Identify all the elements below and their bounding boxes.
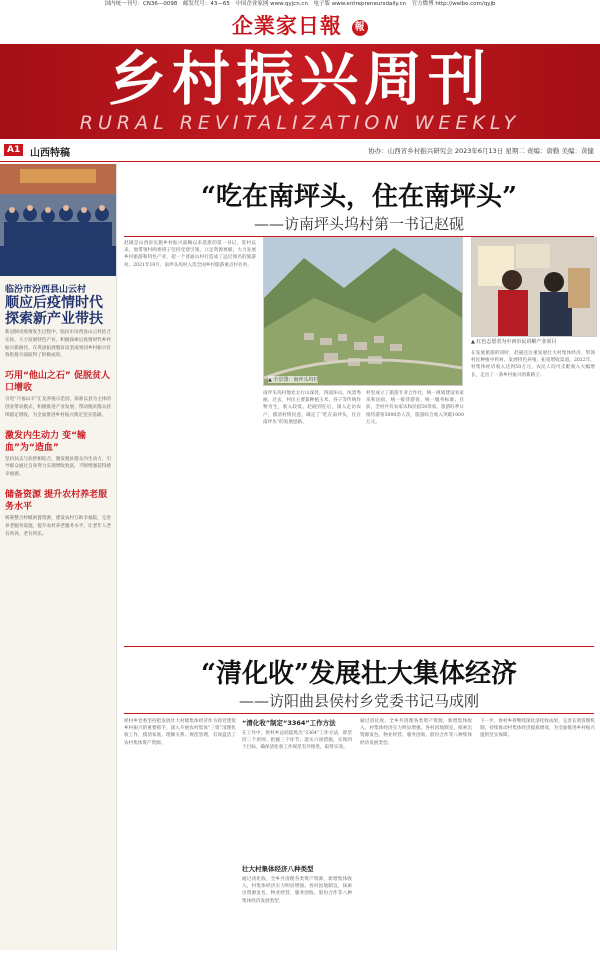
issue-date: 2023年6月13日 bbox=[454, 147, 504, 155]
co-organizer: 协办：山西省乡村振兴研究会 bbox=[368, 147, 453, 155]
newspaper-brand bbox=[0, 10, 600, 40]
article1-col2: 南坪头坞村地处太行山深处，四面环山，风景秀丽。过去，村民主要靠种植玉米、谷子等传统作物为生，收入较低。赵砚到任后，深入走访农户，摸清村情民意，确定了“吃在南坪头，住在南坪头”的发展思路。 bbox=[263, 391, 361, 425]
article2-col4: 下一步，侯村乡将继续深化清化收成果，完善长效管理机制，持续推动村集体经济提质增效，为全面推进乡村振兴提供坚实保障。 bbox=[480, 719, 595, 739]
article2-subheading-b: 壮大村集体经济八种类型 bbox=[242, 865, 314, 873]
left-column-photo bbox=[0, 164, 116, 276]
left-article-pretitle: 临汾市汾西县山云村 bbox=[5, 285, 87, 295]
designer-credit: 美编：黄健 bbox=[561, 147, 594, 155]
article2-divider bbox=[124, 713, 594, 714]
page-info-right bbox=[368, 146, 594, 155]
page-info-bar bbox=[0, 141, 600, 162]
article2-col2b: 通过清化收，全乡共清理各类资产资源，新增集体收入，村集体经济实力明显增强。各村因地制宜，探索出资源发包、物业经营、服务创收、股份合作等八种集体经济发展类型。 bbox=[242, 877, 352, 904]
left-subsection-3-text: 统筹整合村级闲置资源，建设农村互助幸福院，完善养老服务设施，提升农村养老服务水平，让老年人老有所养、老有所乐。 bbox=[5, 515, 111, 537]
page-number-tag: A1 bbox=[4, 144, 23, 156]
editor-credit: 责编：唐勤 bbox=[526, 147, 560, 155]
left-subheading-1: 巧用“他山之石” 促脱贫人口增收 bbox=[5, 371, 110, 394]
group-photo-illustration bbox=[0, 164, 116, 276]
article1-col3: 村里成立了旅游专业合作社，统一规划建设农家乐和民宿，统一接待游客，统一服务标准。目前，全村共有农家乐和民宿50余家，旅游旺季日接待游客3000余人次，旅游综合收入突破1000万元。 bbox=[366, 391, 464, 425]
article1-col1: 赵砚是山西省实施乡村振兴战略以来选派的第一书记，驻村以来，他带领村两委班子坚持党建引领，立足资源禀赋，大力发展乡村旅游和特色产业，把一个普通山村打造成了远近闻名的旅游村。2021年10月，南坪头坞村入选全国乡村旅游重点村名单。 bbox=[124, 241, 256, 268]
top-info-line: 国内统一刊号：CN36—0098 邮发代号：43—65 中国企业家网 www.qyjcn.cn 电子版 www.entrepreneursdaily.cn 官方微博 http://weibo.com/qyjb bbox=[104, 1, 496, 7]
article2-col1: 侯村乡党委坚持把发展壮大村级集体经济作为抓党建促乡村振兴的重要抓手，深入开展农村集体“三资”清理化收工作，摸清家底、理顺关系、规范管理，有效盘活了农村集体资产资源。 bbox=[124, 719, 236, 746]
article1-side-photo bbox=[471, 237, 597, 337]
article2-col3: 通过清化收，全乡共清理各类资产资源，新增集体收入，村集体经济实力明显增强。各村因地制宜，探索出资源发包、物业经营、服务创收、股份合作等八种集体经济发展类型。 bbox=[360, 719, 472, 746]
masthead-subtitle: RURAL REVITALIZATION WEEKLY bbox=[79, 112, 521, 134]
article2-subheading-a: “清化收”制定“3364”工作方法 bbox=[242, 719, 336, 727]
brand-seal-icon: 報 bbox=[352, 20, 368, 36]
brand-name: 企業家日報 bbox=[231, 13, 342, 38]
article-separator bbox=[124, 646, 594, 647]
masthead bbox=[0, 44, 600, 139]
section-name: 山西特稿 bbox=[30, 148, 70, 159]
article1-subhead: ——访南坪头坞村第一书记赵砚 bbox=[253, 215, 464, 233]
side-photo-caption: ▲ 红色志愿者为中西市民讲解产业项目 bbox=[471, 339, 557, 345]
masthead-title: 乡村振兴周刊 bbox=[107, 45, 492, 113]
left-article-title: 顺应后疫情时代 探索新产业带扶 bbox=[5, 295, 103, 327]
left-column bbox=[0, 164, 117, 950]
left-subheading-3: 储备资源 提升农村养老服务水平 bbox=[5, 489, 108, 512]
left-article-intro: 新冠肺炎疫情发生过程中，临汾市汾西县山云村结合实际，大力发展特色产业，积极探索后疫情时代乡村振兴新路径，在巩固拓展脱贫攻坚成果同乡村振兴有效衔接方面取得了积极成效。 bbox=[5, 330, 111, 359]
article1-headline: “吃在南坪头，住在南坪头” bbox=[201, 182, 517, 212]
article1-main-photo bbox=[263, 237, 463, 386]
article1-col4: 在发展旅游的同时，赵砚还注重发展壮大村集体经济，带领村民种植中药材、发展特色养殖，拓宽增收渠道。2022年，村集体经济收入达到50万元，农民人均可支配收入大幅增长，走出了一条乡村振兴的新路子。 bbox=[471, 351, 595, 378]
article2-col2: 在工作中，侯村乡总结提炼出“3364”工作方法，即坚持三个原则、把握三个环节、落实六项措施、实现四个目标，确保清化收工作规范有序推进，取得实效。 bbox=[242, 731, 352, 751]
article2-headline: “清化收”发展壮大集体经济 bbox=[201, 659, 517, 689]
left-subsection-2-text: 坚持扶志与扶智相结合，激发脱贫群众内生动力，引导群众通过自身努力实现增收致富，不断增强获得感幸福感。 bbox=[5, 456, 111, 478]
main-photo-caption: ▲ 全景图：南坪头坞村 bbox=[268, 377, 319, 383]
article1-col1-continued bbox=[124, 400, 256, 640]
left-subheading-2: 激发内生动力 变“输血”为“造血” bbox=[5, 430, 87, 453]
left-subsection-1-text: 引进“月福山羊”汇龙养殖示范园，探索以县为主体的创业带动模式，积极推进产业发展、带动脱贫群众持续稳定增收，为全面推进乡村振兴奠定坚实基础。 bbox=[5, 397, 111, 418]
mountain-village-illustration bbox=[264, 238, 462, 385]
volunteers-illustration bbox=[472, 238, 596, 336]
article2-subhead: ——访阳曲县侯村乡党委书记马成刚 bbox=[238, 692, 479, 710]
issue-weekday: 星期二 bbox=[505, 147, 525, 155]
